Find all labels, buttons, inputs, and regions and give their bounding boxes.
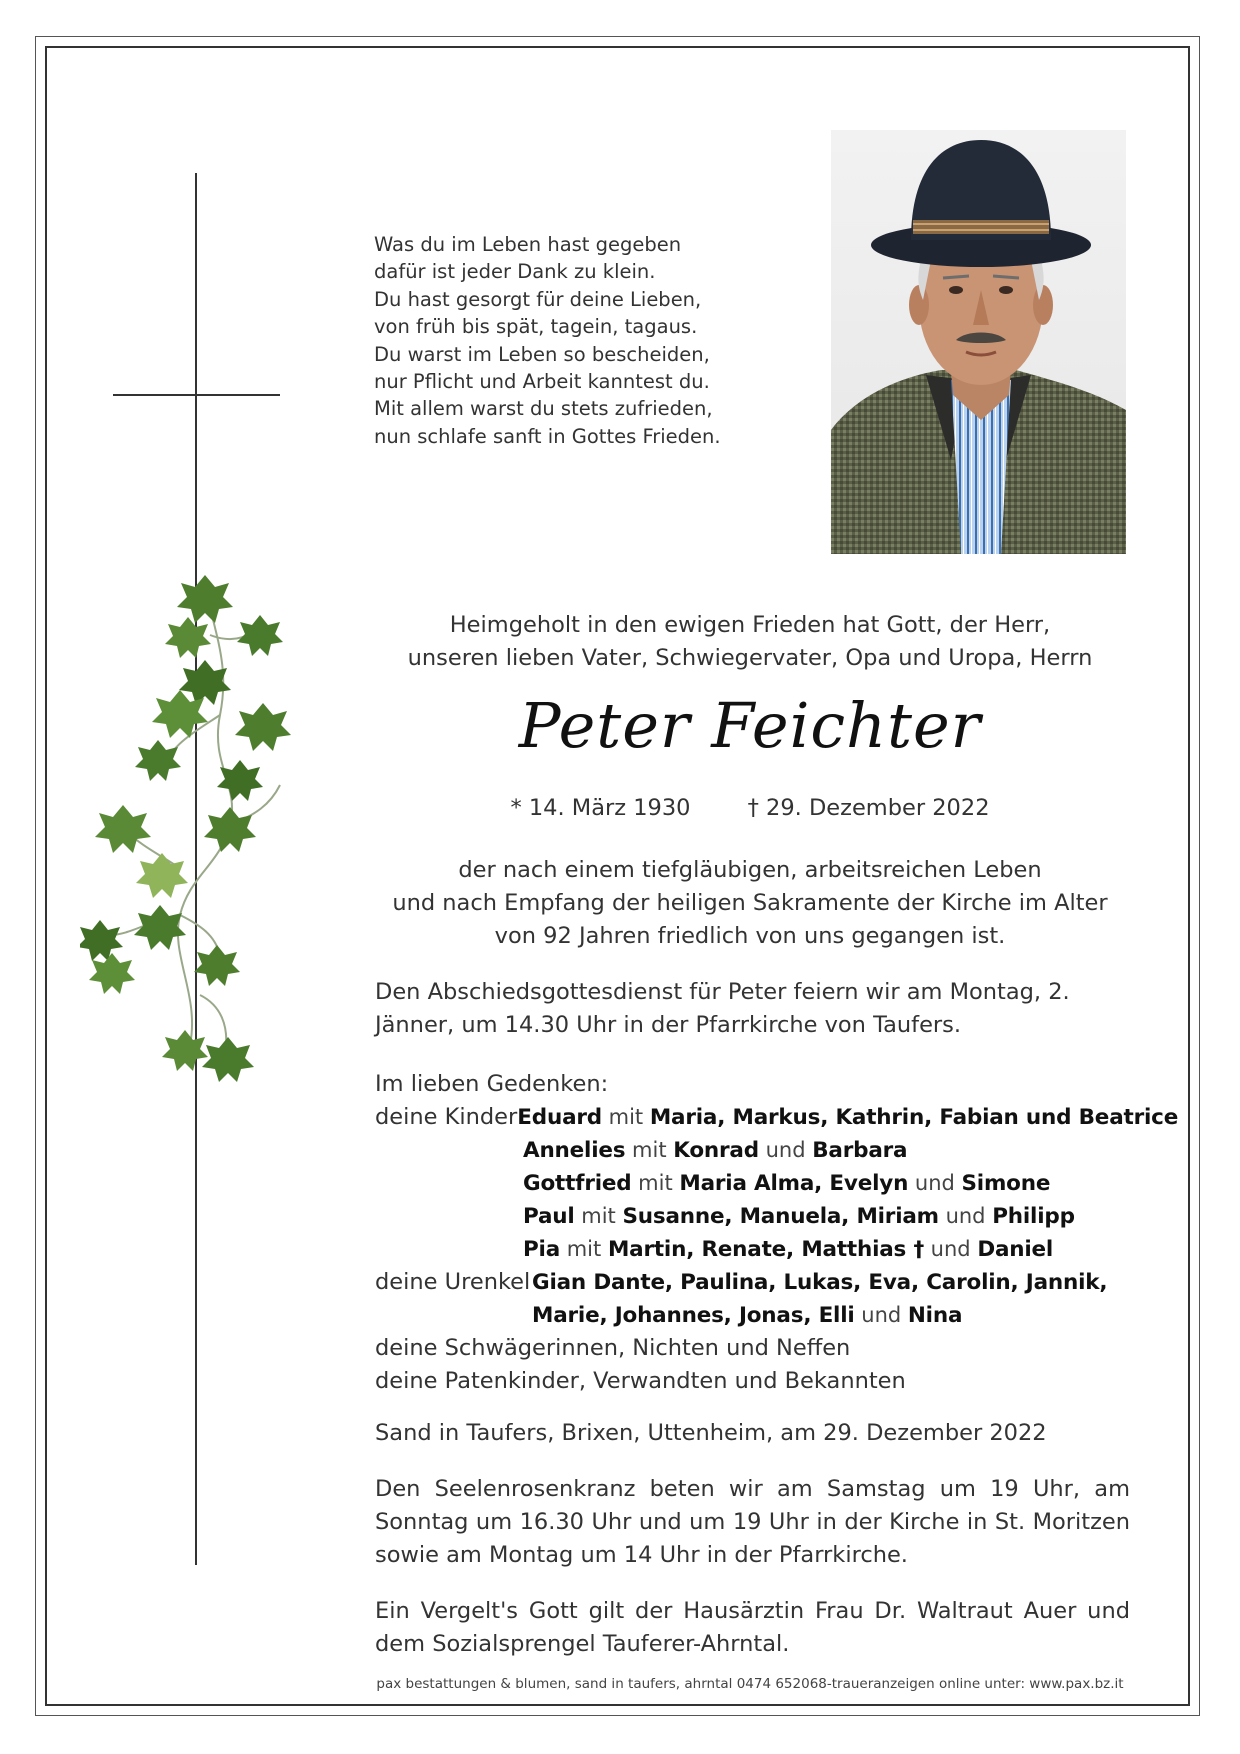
person-name: Konrad [673,1138,759,1163]
family-others-line: deine Schwägerinnen, Nichten und Neffen [375,1335,851,1361]
greatgrandchildren-section [375,1266,1130,1332]
intro-text [360,609,1140,675]
intro-line: Heimgeholt in den ewigen Frieden hat Gott, der Herr, [449,612,1051,638]
family-names [523,1134,907,1167]
family-label [375,1233,523,1266]
life-dates [360,795,1140,821]
ivy-leaf-icon [194,945,240,986]
service-text: Den Abschiedsgottesdienst für Peter feiern wir am Montag, 2. Jänner, um 14.30 Uhr in der Pfarrkirche von Taufers. [375,979,1070,1038]
ivy-leaf-icon [165,617,211,658]
person-name: Philipp [992,1204,1075,1229]
death-date: † 29. Dezember 2022 [747,795,990,821]
ivy-leaf-icon [135,740,181,781]
intro-line: unseren lieben Vater, Schwiegervater, Opa und Uropa, Herrn [407,645,1093,671]
children-section [375,1101,1179,1266]
family-names [517,1101,1178,1134]
connector-word: mit [625,1138,674,1162]
family-names [523,1167,1050,1200]
family-row [375,1233,1130,1266]
person-name: Martin, Renate, Matthias † [607,1237,924,1262]
ivy-leaf-icon [95,805,151,853]
person-name: Annelies [523,1138,626,1163]
family-row [375,1101,1179,1134]
portrait-photo [831,130,1126,554]
connector-word: und [854,1303,908,1327]
ivy-leaf-icon [177,575,233,623]
family-row [375,1167,1130,1200]
person-name: Barbara [812,1138,908,1163]
poem-line: Du warst im Leben so bescheiden, [374,342,710,366]
family-label [375,1167,523,1200]
ivy-leaf-icon [237,615,283,656]
person-name: Susanne, Manuela, Miriam [622,1204,939,1229]
family-row [375,1134,1130,1167]
family-row [375,1200,1130,1233]
family-row [375,1266,1130,1299]
life-line: der nach einem tiefgläubigen, arbeitsreichen Leben [458,857,1042,883]
place-date: Sand in Taufers, Brixen, Uttenheim, am 29. Dezember 2022 [375,1420,1047,1446]
footer-text: pax bestattungen & blumen, sand in taufers, ahrntal 0474 652068-traueranzeigen online unter: www.pax.bz.it [376,1676,1124,1692]
connector-word: mit [560,1237,608,1261]
family-label [375,1200,523,1233]
poem-line: Was du im Leben hast gegeben [374,233,682,256]
ivy-leaf-icon [235,703,291,751]
person-name: Pia [523,1237,561,1262]
life-line: und nach Empfang der heiligen Sakramente der Kirche im Alter [392,890,1108,916]
poem-line: dafür ist jeder Dank zu klein. [374,260,656,284]
family-names [532,1266,1107,1299]
person-name: Marie, Johannes, Jonas, Elli [532,1303,855,1328]
person-name: Maria, Markus, Kathrin, Fabian und Beatrice [649,1105,1179,1130]
ivy-leaves [80,575,291,1082]
connector-word: und [908,1171,962,1195]
cross-horizontal-bar [113,394,280,396]
person-name: Simone [961,1171,1051,1196]
family-label: deine Urenkel [375,1269,531,1295]
family-label [375,1299,532,1332]
ivy-leaf-icon [89,953,135,994]
connector-word: und [758,1138,813,1162]
deceased-name: Peter Feichter [518,689,982,762]
poem-line: von früh bis spät, tagein, tagaus. [374,315,698,339]
family-list [375,1068,1179,1398]
poem-line: Du hast gesorgt für deine Lieben, [374,287,702,311]
ivy-leaf-icon [204,807,256,852]
family-label [375,1134,523,1167]
person-name: Daniel [977,1237,1054,1262]
rosary-text: Den Seelenrosenkranz beten wir am Samstag um 19 Uhr, am Sonntag um 16.30 Uhr und um 19 Uhr in der Kirche in St. Moritzen sowie am Montag um 14 Uhr in der Pfarrkirche. [375,1476,1130,1568]
family-others-line: deine Patenkinder, Verwandten und Bekannten [375,1368,906,1394]
connector-word: und [938,1204,993,1228]
connector-word: mit [601,1105,650,1129]
poem-line: nur Pflicht und Arbeit kanntest du. [374,370,710,394]
poem-line: Mit allem warst du stets zufrieden, [374,397,713,421]
thanks-text: Ein Vergelt's Gott gilt der Hausärztin Frau Dr. Waltraut Auer und dem Sozialsprengel Tauferer-Ahrntal. [375,1598,1130,1657]
person-name: Gottfried [523,1171,632,1196]
connector-word: und [924,1237,978,1261]
person-name: Gian Dante, Paulina, Lukas, Eva, Carolin, Jannik, [532,1270,1108,1295]
family-names [523,1233,1053,1266]
person-name: Nina [907,1303,963,1328]
family-label: deine Kinder [375,1104,518,1130]
birth-date: * 14. März 1930 [510,795,691,821]
connector-word: mit [574,1204,623,1228]
ivy-decoration [80,575,320,1095]
ivy-leaf-icon [202,1037,254,1082]
life-line: von 92 Jahren friedlich von uns gegangen ist. [494,923,1006,949]
ivy-leaf-icon [162,1030,208,1071]
family-names [532,1299,962,1332]
family-heading: Im lieben Gedenken: [375,1071,609,1097]
person-name: Paul [523,1204,575,1229]
person-name: Maria Alma, Evelyn [679,1171,909,1196]
ivy-leaf-icon [80,920,123,961]
poem [374,231,794,450]
ivy-leaf-icon [217,760,263,801]
life-text [360,854,1140,953]
poem-line: nun schlafe sanft in Gottes Frieden. [374,424,721,448]
family-row [375,1299,1130,1332]
connector-word: mit [631,1171,680,1195]
person-name: Eduard [517,1105,602,1130]
family-names [523,1200,1075,1233]
ivy-leaf-icon [136,853,188,898]
